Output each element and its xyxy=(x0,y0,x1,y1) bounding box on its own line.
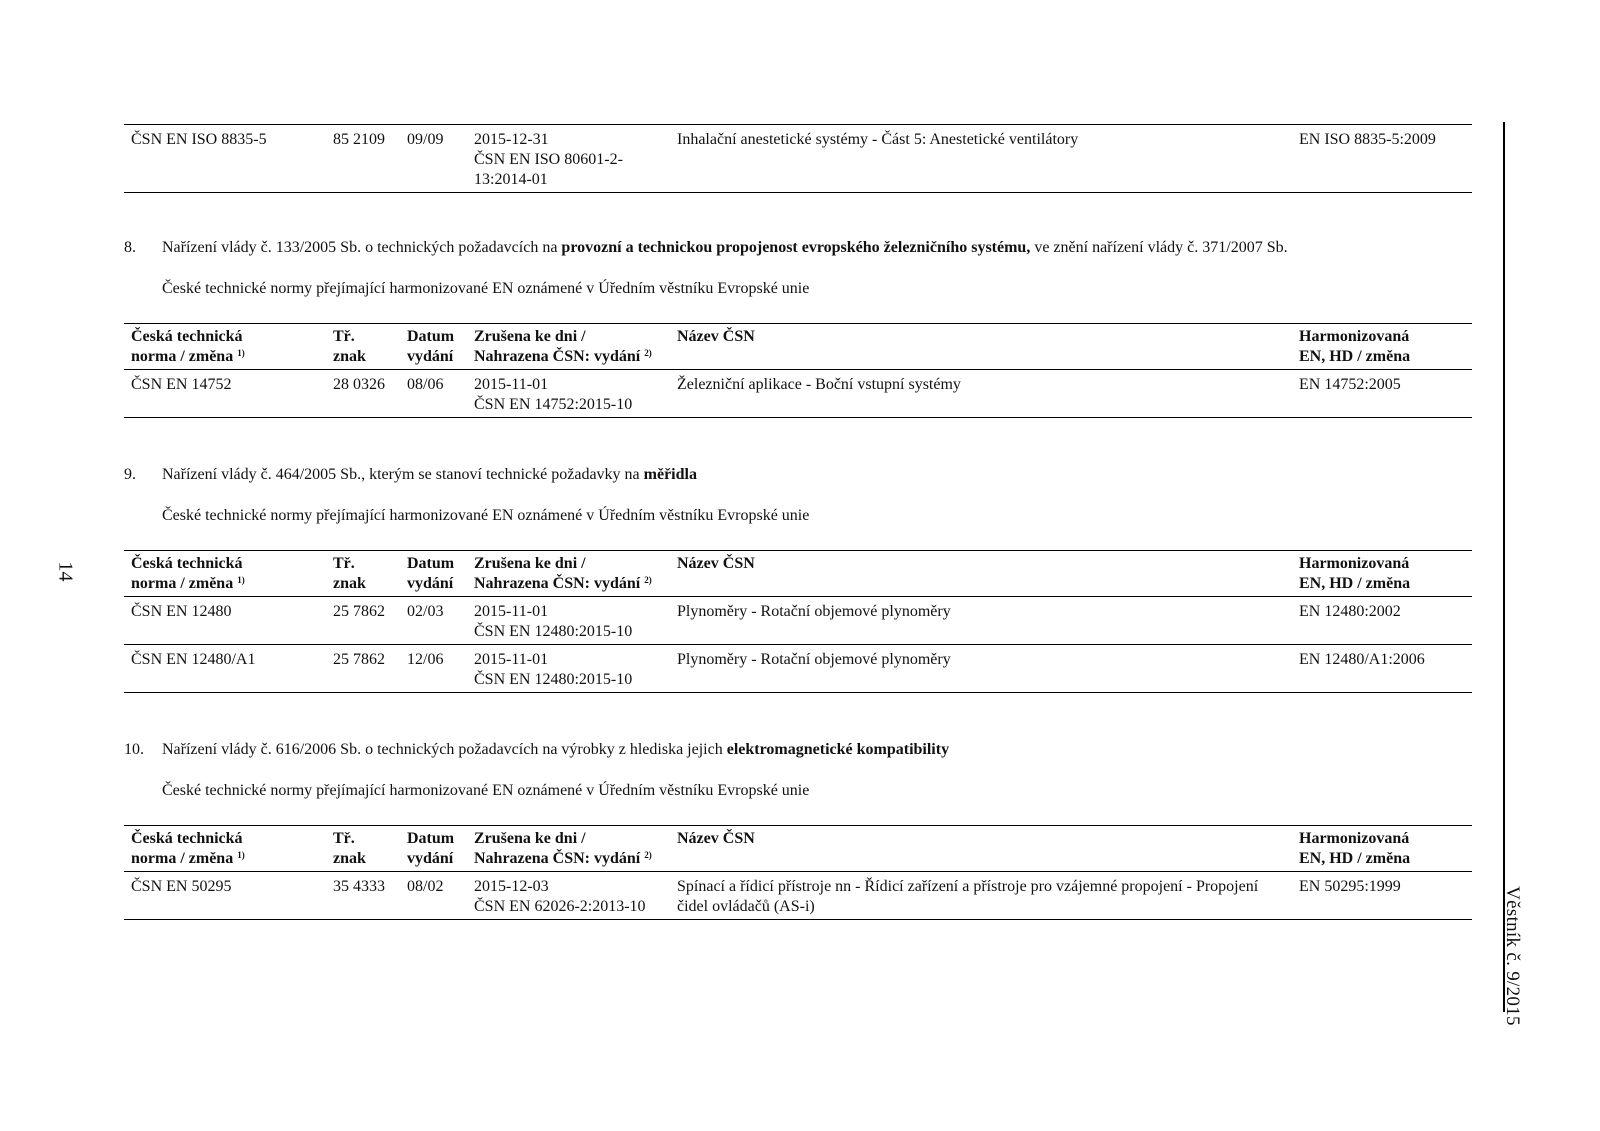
section-subtitle: České technické normy přejímající harmonizované EN oznámené v Úředním věstníku Evropské unie xyxy=(162,280,810,297)
znak-cell: 35 4333 xyxy=(333,878,385,895)
header-nazev: Název ČSN xyxy=(677,555,755,572)
section-title-text: Nařízení vlády č. 464/2005 Sb., kterým se stanoví technické požadavky na xyxy=(162,466,644,483)
norms-table xyxy=(124,550,1472,693)
header-datum: Datum vydání xyxy=(407,555,455,592)
nazev-cell: Inhalační anestetické systémy - Část 5: Anestetické ventilátory xyxy=(677,131,1079,148)
section-title-bold: měřidla xyxy=(643,466,697,483)
harmon-cell: EN 50295:1999 xyxy=(1299,878,1401,895)
datum-cell: 02/03 xyxy=(407,603,444,620)
norms-table xyxy=(124,323,1472,418)
nazev-cell: Železniční aplikace - Boční vstupní systémy xyxy=(677,376,961,393)
section-number: 9. xyxy=(124,466,136,483)
section-title xyxy=(124,741,949,759)
header-datum: Datum vydání xyxy=(407,830,455,867)
section-number: 8. xyxy=(124,239,136,256)
datum-cell: 08/06 xyxy=(407,376,444,393)
section-title-bold: provozní a technickou propojenost evropského železničního systému, xyxy=(561,239,1031,256)
page-number: 14 xyxy=(54,561,77,582)
table-row xyxy=(124,872,1472,920)
header-harmon: Harmonizovaná EN, HD / změna xyxy=(1299,830,1411,867)
section-title-text: Nařízení vlády č. 616/2006 Sb. o technických požadavcích na výrobky z hlediska jejich xyxy=(162,741,727,758)
header-norm: Česká technická norma / změna $^{1)}$ xyxy=(131,328,245,365)
datum-cell: 09/09 xyxy=(407,131,444,148)
norm-cell: ČSN EN ISO 8835-5 xyxy=(131,131,267,148)
header-norm: Česká technická norma / změna $^{1)}$ xyxy=(131,830,245,867)
datum-cell: 12/06 xyxy=(407,651,444,668)
header-norm: Česká technická norma / změna $^{1)}$ xyxy=(131,555,245,592)
header-datum: Datum vydání xyxy=(407,328,455,365)
table-row xyxy=(124,645,1472,693)
section-title-text: ve znění nařízení vlády č. 371/2007 Sb. xyxy=(1030,239,1288,256)
table-row xyxy=(124,370,1472,418)
datum-cell: 08/02 xyxy=(407,878,444,895)
table-row xyxy=(124,597,1472,645)
header-znak: Tř. znak xyxy=(333,328,366,365)
nazev-cell: Plynoměry - Rotační objemové plynoměry xyxy=(677,651,951,668)
header-zrusena: Zrušena ke dni / Nahrazena ČSN: vydání $^{2)}$ xyxy=(474,830,652,867)
znak-cell: 25 7862 xyxy=(333,651,385,668)
zrusena-line: ČSN EN ISO 80601-2- xyxy=(474,151,623,168)
table-header-row xyxy=(124,551,1472,597)
zrusena-line: 13:2014-01 xyxy=(474,171,548,188)
nazev-cell: Plynoměry - Rotační objemové plynoměry xyxy=(677,603,951,620)
zrusena-cell: 2015-12-03 ČSN EN 62026-2:2013-10 xyxy=(474,878,646,915)
nazev-cell: Spínací a řídicí přístroje nn - Řídicí zařízení a přístroje pro vzájemné propojení - Propojení čidel ovládačů (AS-i) xyxy=(677,878,1259,915)
zrusena-cell: 2015-11-01 ČSN EN 14752:2015-10 xyxy=(474,376,633,413)
harmon-cell: EN 12480:2002 xyxy=(1299,603,1401,620)
znak-cell: 85 2109 xyxy=(333,131,385,148)
section-subtitle: České technické normy přejímající harmonizované EN oznámené v Úředním věstníku Evropské unie xyxy=(162,507,810,524)
section-title-text: Nařízení vlády č. 133/2005 Sb. o technických požadavcích na xyxy=(162,239,562,256)
journal-issue-label: Věstník č. 9/2015 xyxy=(1502,886,1523,1026)
table-header-row xyxy=(124,826,1472,872)
section-subtitle: České technické normy přejímající harmonizované EN oznámené v Úředním věstníku Evropské unie xyxy=(162,782,810,799)
norm-cell: ČSN EN 14752 xyxy=(131,376,232,393)
table-row xyxy=(124,125,1472,193)
header-znak: Tř. znak xyxy=(333,555,366,592)
header-nazev: Název ČSN xyxy=(677,830,755,847)
harmon-cell: EN 12480/A1:2006 xyxy=(1299,651,1425,668)
harmon-cell: EN ISO 8835-5:2009 xyxy=(1299,131,1436,148)
norm-cell: ČSN EN 50295 xyxy=(131,878,232,895)
header-zrusena: Zrušena ke dni / Nahrazena ČSN: vydání $^{2)}$ xyxy=(474,328,652,365)
section-title xyxy=(124,466,697,484)
section-title-bold: elektromagnetické kompatibility xyxy=(726,741,950,758)
norms-table xyxy=(124,825,1472,920)
znak-cell: 25 7862 xyxy=(333,603,385,620)
header-nazev: Název ČSN xyxy=(677,328,755,345)
zrusena-line: 2015-12-31 xyxy=(474,131,549,148)
znak-cell: 28 0326 xyxy=(333,376,385,393)
table-header-row xyxy=(124,324,1472,370)
header-znak: Tř. znak xyxy=(333,830,366,867)
norm-cell: ČSN EN 12480/A1 xyxy=(131,651,256,668)
harmon-cell: EN 14752:2005 xyxy=(1299,376,1401,393)
zrusena-cell xyxy=(467,125,670,193)
top-norms-table xyxy=(124,124,1472,193)
header-harmon: Harmonizovaná EN, HD / změna xyxy=(1299,555,1411,592)
section-title xyxy=(124,239,1288,257)
norm-cell: ČSN EN 12480 xyxy=(131,603,232,620)
zrusena-cell: 2015-11-01 ČSN EN 12480:2015-10 xyxy=(474,603,633,640)
header-zrusena: Zrušena ke dni / Nahrazena ČSN: vydání $^{2)}$ xyxy=(474,555,652,592)
header-harmon: Harmonizovaná EN, HD / změna xyxy=(1299,328,1411,365)
zrusena-cell: 2015-11-01 ČSN EN 12480:2015-10 xyxy=(474,651,633,688)
section-number: 10. xyxy=(124,741,144,758)
